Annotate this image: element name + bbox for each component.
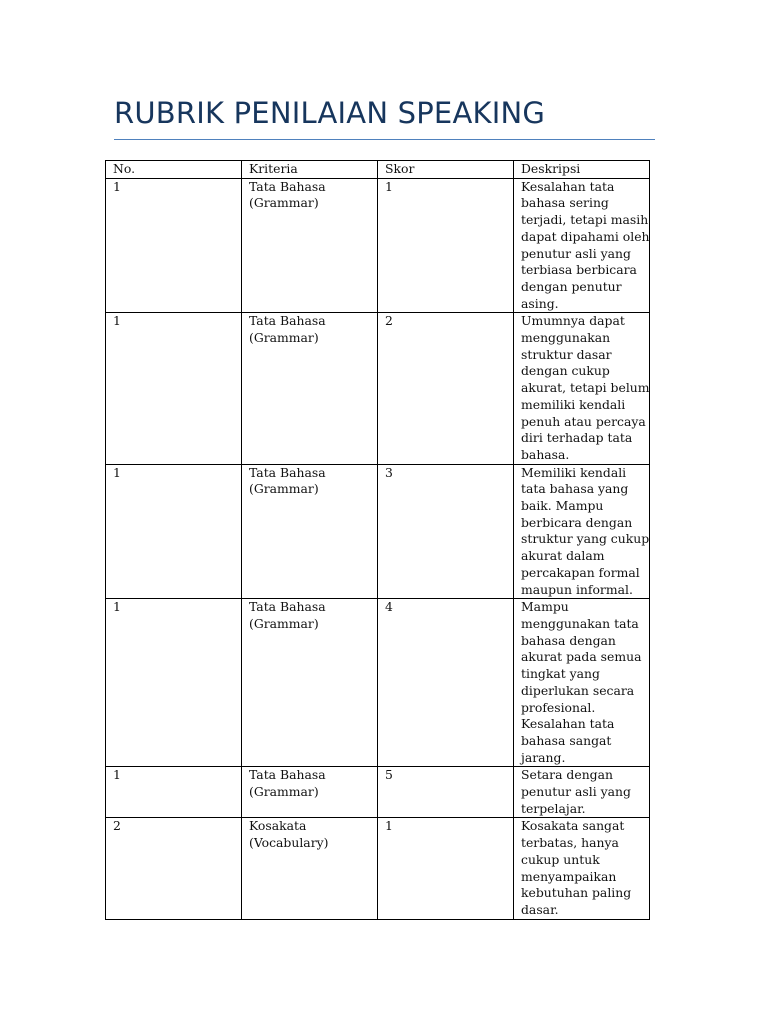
deskripsi-line: bahasa sering xyxy=(521,195,609,211)
cell-kriteria xyxy=(242,767,378,818)
deskripsi-line: menggunakan xyxy=(521,330,611,346)
kriteria-line: Tata Bahasa xyxy=(249,178,326,194)
deskripsi-line: Setara dengan xyxy=(521,767,613,783)
deskripsi-line: tingkat yang xyxy=(521,666,600,682)
deskripsi-line: struktur yang cukup xyxy=(521,531,650,547)
deskripsi-line: dengan cukup xyxy=(521,363,610,379)
deskripsi-line: struktur dasar xyxy=(521,346,612,362)
deskripsi-line: penuh atau percaya xyxy=(521,413,646,429)
deskripsi-line: menyampaikan xyxy=(521,868,617,884)
deskripsi-line: menggunakan tata xyxy=(521,615,639,631)
deskripsi-line: cukup untuk xyxy=(521,851,600,867)
deskripsi-line: terpelajar. xyxy=(521,800,586,816)
cell-kriteria xyxy=(242,599,378,767)
cell-deskripsi xyxy=(514,464,650,599)
rubric-table xyxy=(105,160,650,920)
deskripsi-line: maupun informal. xyxy=(521,581,633,597)
table-row xyxy=(106,178,650,313)
deskripsi-line: baik. Mampu xyxy=(521,498,604,514)
cell-no: 1 xyxy=(106,178,242,313)
deskripsi-line: bahasa. xyxy=(521,446,570,462)
cell-skor: 2 xyxy=(378,313,514,464)
deskripsi-line: Kesalahan tata xyxy=(521,178,615,194)
deskripsi-line: diri terhadap tata xyxy=(521,430,633,446)
cell-skor: 1 xyxy=(378,818,514,919)
deskripsi-line: tata bahasa yang xyxy=(521,481,629,497)
table-header xyxy=(106,161,650,179)
cell-deskripsi xyxy=(514,313,650,464)
deskripsi-line: asing. xyxy=(521,295,559,311)
cell-no: 2 xyxy=(106,818,242,919)
header-no: No. xyxy=(106,161,242,179)
deskripsi-line: percakapan formal xyxy=(521,564,640,580)
cell-kriteria xyxy=(242,464,378,599)
table-row xyxy=(106,464,650,599)
deskripsi-line: Kesalahan tata xyxy=(521,716,615,732)
cell-kriteria xyxy=(242,178,378,313)
deskripsi-line: bahasa dengan xyxy=(521,632,616,648)
deskripsi-line: diperlukan secara xyxy=(521,682,635,698)
deskripsi-line: memiliki kendali xyxy=(521,396,626,412)
table-body xyxy=(106,178,650,919)
kriteria-line: Tata Bahasa xyxy=(249,767,326,783)
table-row xyxy=(106,818,650,919)
deskripsi-line: Mampu xyxy=(521,599,569,615)
cell-deskripsi xyxy=(514,818,650,919)
cell-no: 1 xyxy=(106,599,242,767)
kriteria-line: (Grammar) xyxy=(249,784,319,800)
kriteria-line: Tata Bahasa xyxy=(249,464,326,480)
deskripsi-line: bahasa sangat xyxy=(521,732,612,748)
cell-deskripsi xyxy=(514,178,650,313)
deskripsi-line: akurat, tetapi belum xyxy=(521,380,650,396)
table-row xyxy=(106,313,650,464)
cell-no: 1 xyxy=(106,464,242,599)
deskripsi-line: profesional. xyxy=(521,699,596,715)
cell-skor: 1 xyxy=(378,178,514,313)
cell-skor: 4 xyxy=(378,599,514,767)
cell-deskripsi xyxy=(514,767,650,818)
deskripsi-line: akurat pada semua xyxy=(521,649,642,665)
deskripsi-line: dasar. xyxy=(521,901,559,917)
deskripsi-line: dengan penutur xyxy=(521,278,622,294)
kriteria-line: (Vocabulary) xyxy=(249,835,329,851)
header-kriteria: Kriteria xyxy=(242,161,378,179)
deskripsi-line: jarang. xyxy=(521,749,566,765)
table-row xyxy=(106,599,650,767)
deskripsi-line: akurat dalam xyxy=(521,548,605,564)
kriteria-line: Tata Bahasa xyxy=(249,599,326,615)
deskripsi-line: berbicara dengan xyxy=(521,514,633,530)
kriteria-line: Kosakata xyxy=(249,818,307,834)
page-title: RUBRIK PENILAIAN SPEAKING xyxy=(114,96,546,130)
table-header-row xyxy=(106,161,650,179)
deskripsi-line: Kosakata sangat xyxy=(521,818,625,834)
deskripsi-line: Memiliki kendali xyxy=(521,464,627,480)
deskripsi-line: terjadi, tetapi masih xyxy=(521,212,649,228)
header-skor: Skor xyxy=(378,161,514,179)
kriteria-line: (Grammar) xyxy=(249,195,319,211)
cell-kriteria xyxy=(242,818,378,919)
deskripsi-line: penutur asli yang xyxy=(521,784,631,800)
kriteria-line: (Grammar) xyxy=(249,330,319,346)
deskripsi-line: terbiasa berbicara xyxy=(521,262,637,278)
cell-kriteria xyxy=(242,313,378,464)
cell-no: 1 xyxy=(106,767,242,818)
deskripsi-line: penutur asli yang xyxy=(521,245,631,261)
kriteria-line: (Grammar) xyxy=(249,481,319,497)
cell-skor: 3 xyxy=(378,464,514,599)
kriteria-line: Tata Bahasa xyxy=(249,313,326,329)
cell-no: 1 xyxy=(106,313,242,464)
kriteria-line: (Grammar) xyxy=(249,615,319,631)
cell-skor: 5 xyxy=(378,767,514,818)
deskripsi-line: Umumnya dapat xyxy=(521,313,625,329)
cell-deskripsi xyxy=(514,599,650,767)
deskripsi-line: kebutuhan paling xyxy=(521,885,632,901)
table-row xyxy=(106,767,650,818)
deskripsi-line: terbatas, hanya xyxy=(521,835,619,851)
header-deskripsi: Deskripsi xyxy=(514,161,650,179)
title-underline xyxy=(114,139,655,140)
deskripsi-line: dapat dipahami oleh xyxy=(521,228,650,244)
